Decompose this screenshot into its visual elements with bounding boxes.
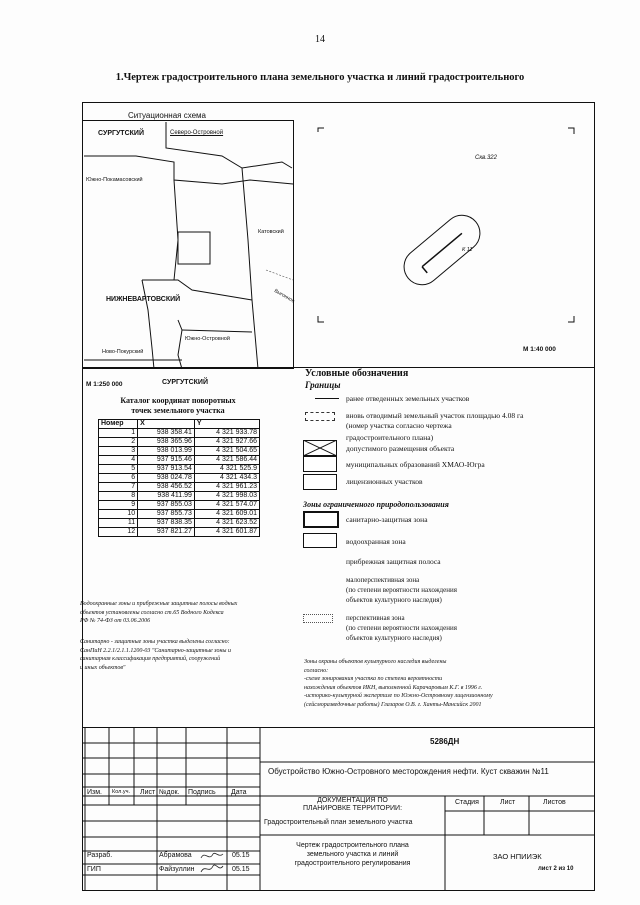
plan-title: Градостроительный план земельного участка [264,819,413,826]
catalog-cell: 4 321 609.01 [194,510,259,519]
catalog-cell: 4 [99,456,138,465]
catalog-cell: 938 411.99 [138,492,195,501]
catalog-cell: 938 024.78 [138,474,195,483]
catalog-cell: 4 321 933.78 [194,429,259,438]
catalog-cell: 4 321 927.66 [194,438,259,447]
role-1: ГИП [87,866,101,873]
label-severo: Северо-Островной [170,130,224,136]
legend-newly-3: градостроительного плана) [346,433,434,442]
catalog-cell: 4 321 998.03 [194,492,259,501]
catalog-cell: 938 365.96 [138,438,195,447]
sanitary-note [80,638,231,672]
legend-water: водоохранная зона [346,537,406,546]
catalog-row [99,510,260,519]
catalog-cell: 6 [99,474,138,483]
catalog-cell: 4 321 574.07 [194,501,259,510]
zones-note-line: нахождения объектов ИКН, выполненной Карачаровым К.Г. в 1996 г. [304,684,483,691]
catalog-cell: 4 321 586.44 [194,456,259,465]
date-0: 05.15 [232,852,250,859]
signatures [197,848,227,876]
catalog-header-cell: Номер [99,420,138,429]
zones-note-line: согласно: [304,667,329,674]
legend-coastal: прибрежная защитная полоса [346,557,441,566]
situational-title: Ситуационная схема [128,111,207,120]
legend-licensed: лицензионных участков [346,477,423,486]
page-heading: 1.Чертеж градостроительного плана земельного участка и линий градостроительного [115,72,525,83]
catalog-cell: 4 321 961.23 [194,483,259,492]
main-map-scale: М 1:40 000 [523,346,556,353]
legend-newly: вновь отводимый земельный участок площадью 4.08 га [346,411,524,420]
catalog-cell: 938 013.99 [138,447,195,456]
catalog-row [99,483,260,492]
drawing-title-line1: Чертеж градостроительного плана [296,842,409,849]
legend-persp-2: (по степени вероятности нахождения [346,624,457,632]
label-vygonnoe: Выгонное [273,288,296,305]
catalog-header-cell: Y [194,420,259,429]
catalog-cell: 3 [99,447,138,456]
label-katovsky: Катовский [258,229,284,235]
legend-persp-3: объектов культурного наследия) [346,634,442,642]
legend-low-2: (по степени вероятности нахождения [346,586,457,594]
catalog-cell: 937 915.46 [138,456,195,465]
catalog-cell: 4 321 504.65 [194,447,259,456]
doc-type-line1: ДОКУМЕНТАЦИЯ ПО [317,797,388,804]
doc-type-line2: ПЛАНИРОВКЕ ТЕРРИТОРИИ: [302,805,403,812]
water-note [80,600,237,626]
legend-municipal: муниципальных образований ХМАО-Югра [346,460,485,469]
situational-scheme [82,120,294,370]
catalog-cell: 8 [99,492,138,501]
legend-persp-1: перспективная зона [346,614,405,622]
catalog-cell: 937 821.27 [138,528,195,537]
catalog-cell: 11 [99,519,138,528]
drawing-title-line3: градостроительного регулирования [294,860,411,867]
catalog-cell: 938 456.52 [138,483,195,492]
catalog-row [99,519,260,528]
catalog-title-line2: точек земельного участка [131,406,225,415]
col-sheet: Лист [500,799,516,806]
pad-label: К 11 [462,247,473,253]
catalog-row [99,501,260,510]
catalog-row [99,456,260,465]
zones-note-line: -историко-культурной экспертизе по Южно-Островному лицензионному [304,693,493,699]
catalog-cell: 938 358.41 [138,429,195,438]
catalog-cell: 10 [99,510,138,519]
catalog-cell: 5 [99,465,138,474]
drawing-title [260,841,445,868]
col-kol: Кол.уч. [112,789,131,795]
catalog-cell: 4 321 601.87 [194,528,259,537]
water-note-line: РФ № 74-ФЗ от 03.06.2006 [80,618,151,624]
catalog-table [98,419,260,537]
zones-note-line: Зоны охраны объектов культурного наследия выделены [304,659,447,665]
legend-allowed: допустимого размещения объекта [346,444,455,453]
label-surgut-bottom: СУРГУТСКИЙ [162,379,208,386]
doc-type [260,797,445,813]
catalog-cell: 7 [99,483,138,492]
catalog-row [99,528,260,537]
catalog-cell: 937 855.03 [138,501,195,510]
zones-note [304,658,493,709]
col-ndok: №док. [159,789,180,796]
sanitary-note-line: Санитарно - защитные зоны участка выделены согласно: [80,639,230,645]
label-yuzhno-ostrovnoy: Южно-Островной [185,336,230,342]
catalog-cell: 2 [99,438,138,447]
catalog-cell: 12 [99,528,138,537]
catalog-cell: 4 321 525.9 [194,465,259,474]
legend-low-3: объектов культурного наследия) [346,596,442,604]
catalog-title [98,396,258,416]
catalog-header-cell: X [138,420,195,429]
sanitary-note-line: СанПиН 2.2.1/2.1.1.1200-03 "Санитарно-защитные зоны и [80,647,231,654]
col-izm: Изм. [87,789,102,796]
sanitary-note-line: и иных объектов" [80,664,126,671]
catalog-cell: 937 855.73 [138,510,195,519]
water-note-line: Водоохранные зоны и прибрежные защитные полосы водных [80,601,238,607]
role-0: Разраб. [87,852,113,859]
drawing-title-line2: земельного участка и линий [306,851,399,858]
legend-allowed-symbol [303,440,337,456]
catalog-cell: 1 [99,429,138,438]
main-map [300,120,590,360]
well-label: Скв.322 [475,155,497,161]
name-0: Абрамова [159,852,192,859]
legend-newly-2: (номер участка согласно чертежа [346,421,452,430]
col-podpis: Подпись [188,789,216,796]
catalog-cell: 937 838.35 [138,519,195,528]
sanitary-note-line: санитарная классификация предприятий, сооружений [80,656,221,662]
legend-low-1: малоперспективная зона [346,576,420,584]
legend-zones-heading: Зоны ограниченного природопользования [303,500,449,509]
company: ЗАО НПИИЭК [493,852,542,861]
situational-scale: М 1:250 000 [86,381,123,388]
zones-note-line: -схеме зонирования участка по степени вероятности [304,676,443,682]
page-number: 14 [315,34,325,45]
catalog-row [99,438,260,447]
label-surgut-top: СУРГУТСКИЙ [98,130,144,137]
zones-note-line: (сейсморазведочные работы) Глазаров О.В. г. Ханты-Мансийск 2001 [304,701,482,708]
legend-sanitary: санитарно-защитная зона [346,515,428,524]
col-stage: Стадия [455,799,479,806]
catalog-title-line1: Каталог координат поворотных [120,396,236,405]
catalog-cell: 4 321 623.52 [194,519,259,528]
water-note-line: объектов установлены согласно ст.65 Водного Кодекса [80,609,224,616]
catalog-row [99,429,260,438]
legend-borders-heading: Границы [305,380,341,390]
catalog-cell: 9 [99,501,138,510]
legend-title: Условные обозначения [305,368,409,379]
catalog-row [99,447,260,456]
catalog-row [99,492,260,501]
project-name: Обустройство Южно-Островного месторождения нефти. Куст скважин №11 [268,767,549,776]
catalog-row [99,474,260,483]
label-yuzhno-pokamas: Южно-Покамасовский [86,177,143,183]
catalog-cell: 937 913.54 [138,465,195,474]
catalog-row [99,465,260,474]
col-sheets: Листов [543,799,566,806]
sheet-of: лист 2 из 10 [538,866,574,872]
catalog-cell: 4 321 434.3 [194,474,259,483]
date-1: 05.15 [232,866,250,873]
label-novo-pokursky: Ново-Покурский [102,349,144,355]
col-data: Дата [231,789,247,796]
name-1: Файзуллин [159,866,195,873]
legend-earlier: ранее отведенных земельных участков [346,394,470,403]
col-list: Лист [140,789,156,796]
doc-code: 5286ДН [430,737,460,746]
label-nizhnevartovsky: НИЖНЕВАРТОВСКИЙ [106,296,181,303]
